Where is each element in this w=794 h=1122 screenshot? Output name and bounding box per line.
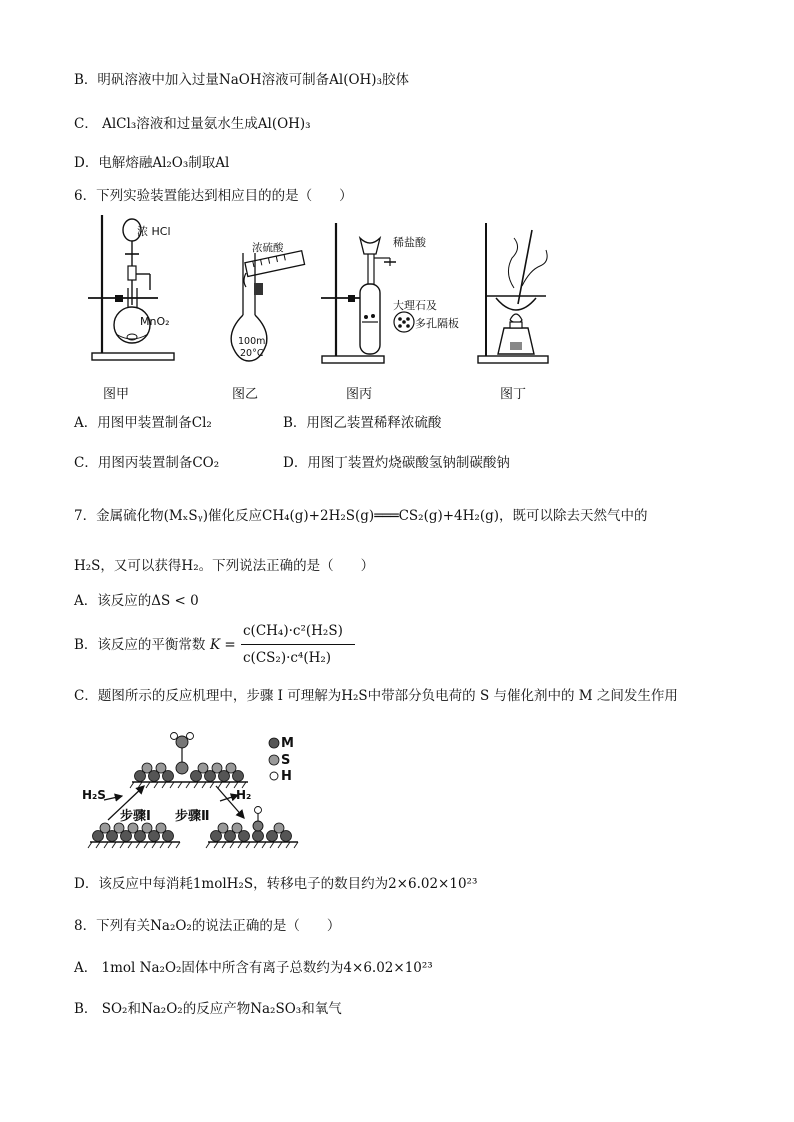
q7-option-a: A．该反应的ΔS < 0 [74, 593, 199, 609]
h2-label: H₂ [236, 788, 252, 802]
q7-stem-line2: H₂S，又可以获得H₂。下列说法正确的是（ ） [74, 558, 375, 574]
q6-option-c: C．用图丙装置制备CO₂ [74, 455, 220, 471]
q5-option-c: C． AlCl₃溶液和过量氨水生成Al(OH)₃ [74, 116, 311, 132]
label-mno2: MnO₂ [140, 315, 170, 328]
q7-stem-line1: 7．金属硫化物(MₓSᵧ)催化反应CH₄(g)+2H₂S(g)═══CS₂(g)+4H₂(g)，既可以除去天然气中的 [74, 508, 648, 524]
q8-option-a: A． 1mol Na₂O₂固体中所含有离子总数约为4×6.02×10²³ [74, 960, 433, 976]
q5-option-d: D．电解熔融Al₂O₃制取Al [74, 155, 230, 171]
caption-jia: 图甲 [103, 387, 130, 402]
equilibrium-constant-symbol: K = [210, 637, 236, 653]
q6-option-a: A．用图甲装置制备Cl₂ [74, 415, 212, 431]
label-conc-sulfuric-acid: 浓硫酸 [252, 242, 284, 254]
flask-volume-label: 100ml [238, 336, 269, 347]
step1-label: 步骤Ⅰ [120, 809, 151, 824]
q6-option-d: D．用图丁装置灼烧碳酸氢钠制碳酸钠 [283, 455, 510, 471]
label-dilute-hcl: 稀盐酸 [393, 236, 426, 249]
legend-m-label: M [281, 736, 294, 751]
q8-stem: 8．下列有关Na₂O₂的说法正确的是（ ） [74, 918, 341, 934]
q8-option-b: B． SO₂和Na₂O₂的反应产物Na₂SO₃和氧气 [74, 1001, 342, 1017]
legend-h-label: H [281, 769, 292, 784]
fraction-denominator: c(CS₂)·c⁴(H₂) [243, 650, 332, 666]
q7-option-c: C．题图所示的反应机理中，步骤 I 可理解为H₂S中带部分负电荷的 S 与催化剂中的 M 之间发生作用 [74, 688, 678, 704]
h2s-label: H₂S [82, 788, 106, 802]
caption-bing: 图丙 [346, 387, 373, 402]
caption-yi: 图乙 [232, 387, 259, 402]
q7-option-d: D．该反应中每消耗1molH₂S，转移电子的数目约为2×6.02×10²³ [74, 876, 478, 892]
fraction-bar [241, 644, 355, 645]
q7-option-b-prefix: B．该反应的平衡常数 [74, 637, 206, 653]
legend-s-label: S [281, 753, 291, 768]
figure-jia [80, 210, 190, 370]
step2-label: 步骤Ⅱ [175, 809, 210, 824]
q6-option-b: B．用图乙装置稀释浓硫酸 [283, 415, 442, 431]
q6-stem: 6．下列实验装置能达到相应目的的是（ ） [74, 188, 353, 204]
label-conc-hcl: 浓 HCl [137, 225, 171, 238]
fraction-numerator: c(CH₄)·c²(H₂S) [243, 623, 343, 639]
label-marble: 大理石及 [393, 299, 437, 312]
q5-option-b: B．明矾溶液中加入过量NaOH溶液可制备Al(OH)₃胶体 [74, 72, 409, 88]
flask-temperature-label: 20°C [240, 348, 264, 359]
mechanism-diagram [80, 728, 310, 856]
figure-ding [474, 218, 564, 368]
label-porous-plate: 多孔隔板 [415, 317, 459, 330]
caption-ding: 图丁 [500, 387, 527, 402]
